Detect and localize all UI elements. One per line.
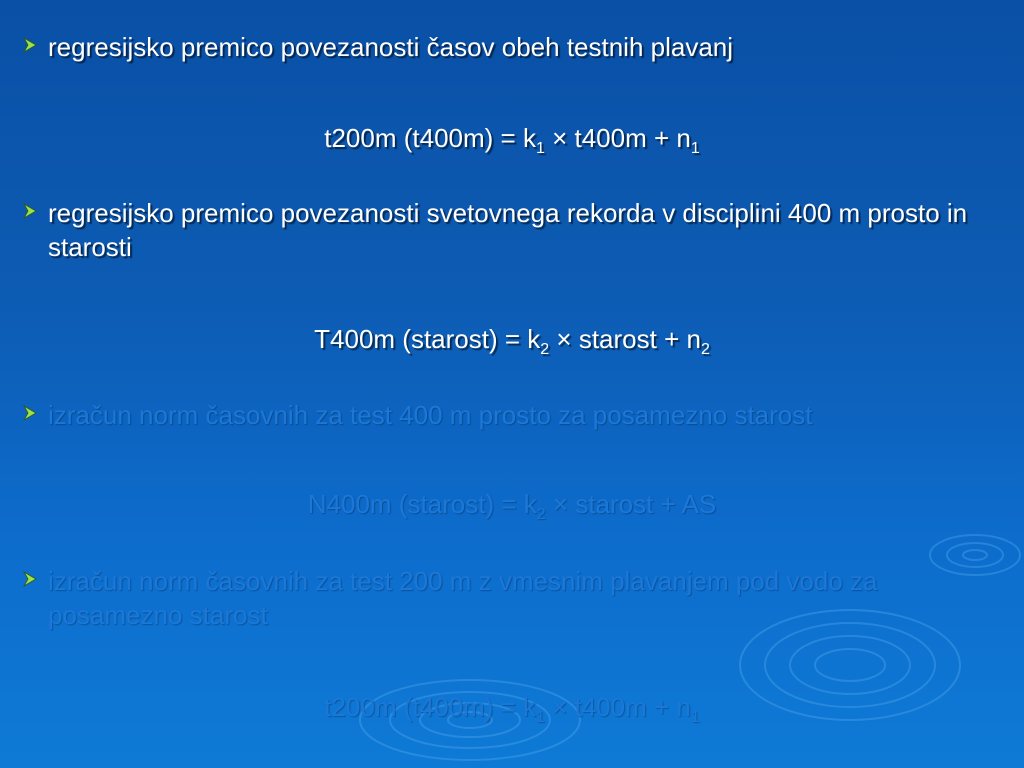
formula-rhs: × t400m + n: [544, 123, 691, 153]
formula-lhs: t200m (t400m) = k: [324, 692, 536, 722]
formula-subscript: 2: [536, 506, 546, 523]
bullet-text: regresijsko premico povezanosti časov obeh testnih plavanj: [48, 32, 734, 62]
formula-lhs: T400m (starost) = k: [314, 324, 541, 354]
bullet-item: [12, 398, 1012, 432]
formula: [0, 690, 1024, 724]
arrow-right-icon: [12, 30, 48, 53]
formula-subscript: 2: [700, 341, 710, 358]
formula-lhs: N400m (starost) = k: [307, 489, 537, 519]
formula: [0, 322, 1024, 356]
formula: [0, 121, 1024, 155]
bullet-text: regresijsko premico povezanosti svetovnega rekorda v disciplini 400 m prosto in starosti: [48, 198, 968, 262]
formula-rhs: × starost + n: [549, 324, 701, 354]
formula-rhs: × t400m + n: [544, 692, 691, 722]
bullet-item: [12, 564, 1012, 632]
formula: [0, 487, 1024, 521]
arrow-right-icon: [12, 564, 48, 587]
formula-subscript: 1: [535, 709, 545, 726]
formula-subscript: 1: [690, 140, 700, 157]
bullet-item: [12, 196, 1012, 264]
arrow-right-icon: [12, 196, 48, 219]
formula-rhs: × starost + AS: [545, 489, 717, 519]
formula-subscript: 1: [690, 709, 700, 726]
arrow-right-icon: [12, 398, 48, 421]
formula-lhs: t200m (t400m) = k: [324, 123, 536, 153]
formula-subscript: 2: [540, 341, 550, 358]
bullet-text: izračun norm časovnih za test 200 m z vmesnim plavanjem pod vodo za posamezno starost: [48, 566, 878, 630]
bullet-text: izračun norm časovnih za test 400 m prosto za posamezno starost: [48, 400, 813, 430]
bullet-item: [12, 30, 1012, 64]
formula-subscript: 1: [535, 140, 545, 157]
